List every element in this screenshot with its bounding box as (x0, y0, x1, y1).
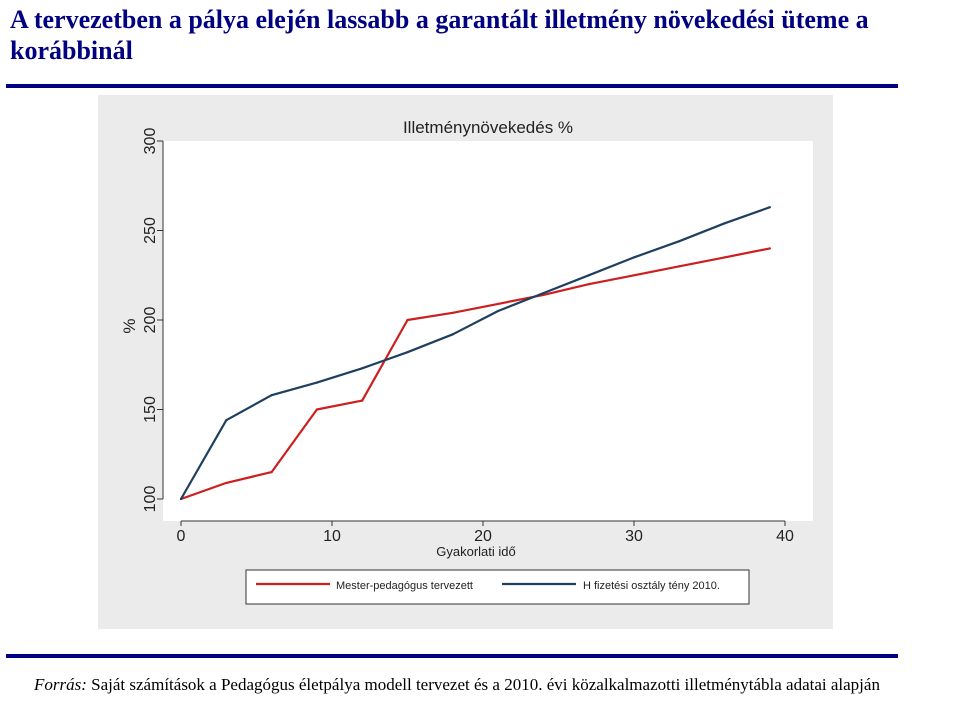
y-axis-title: % (120, 318, 139, 334)
data-point-series-1 (724, 256, 726, 258)
data-point-series-2 (542, 292, 544, 294)
y-tick-label: 250 (142, 217, 159, 244)
data-point-series-1 (588, 283, 590, 285)
data-point-series-2 (724, 222, 726, 224)
data-point-series-1 (406, 319, 408, 321)
data-point-series-1 (225, 482, 227, 484)
y-tick-label: 300 (142, 127, 159, 155)
data-point-series-1 (769, 247, 771, 249)
slide-title: A tervezetben a pálya elején lassabb a garantált illetmény növekedési üteme a korábbinál (10, 5, 869, 65)
data-point-series-2 (180, 498, 182, 500)
source-label: Forrás: (34, 675, 87, 694)
data-point-series-2 (452, 333, 454, 335)
plot-area (163, 141, 813, 521)
x-tick-label: 30 (625, 528, 643, 545)
data-point-series-1 (271, 471, 273, 473)
x-axis-title: Gyakorlati idő (436, 544, 516, 559)
data-point-series-2 (271, 394, 273, 396)
data-point-series-2 (633, 256, 635, 258)
y-tick-label: 150 (142, 396, 159, 423)
x-tick-label: 20 (474, 528, 492, 545)
data-point-series-1 (633, 274, 635, 276)
chart-title: Illetménynövekedés % (402, 118, 574, 137)
data-point-series-1 (497, 303, 499, 305)
x-tick-label: 10 (323, 528, 341, 545)
data-point-series-2 (588, 274, 590, 276)
data-point-series-1 (678, 265, 680, 267)
legend-label-2: H fizetési osztály tény 2010. (583, 580, 720, 592)
data-point-series-2 (678, 240, 680, 242)
source-note (34, 673, 934, 696)
y-tick-label: 100 (142, 485, 159, 513)
data-point-series-2 (406, 351, 408, 353)
x-tick-label: 0 (176, 528, 186, 545)
data-point-series-2 (497, 310, 499, 312)
data-point-series-2 (225, 419, 227, 421)
y-tick-label: 200 (142, 306, 159, 334)
data-point-series-2 (361, 367, 363, 369)
footer-divider (6, 654, 898, 658)
legend-label-1: Mester-pedagógus tervezett (336, 580, 473, 592)
data-point-series-1 (361, 400, 363, 402)
x-tick-label: 40 (776, 528, 794, 545)
data-point-series-1 (452, 312, 454, 314)
data-point-series-1 (316, 408, 318, 410)
data-point-series-2 (769, 206, 771, 208)
data-point-series-2 (316, 382, 318, 384)
source-text: Saját számítások a Pedagógus életpálya modell tervezet és a 2010. évi közalkalmazotti illetménytábla adatai alapján (91, 675, 880, 694)
